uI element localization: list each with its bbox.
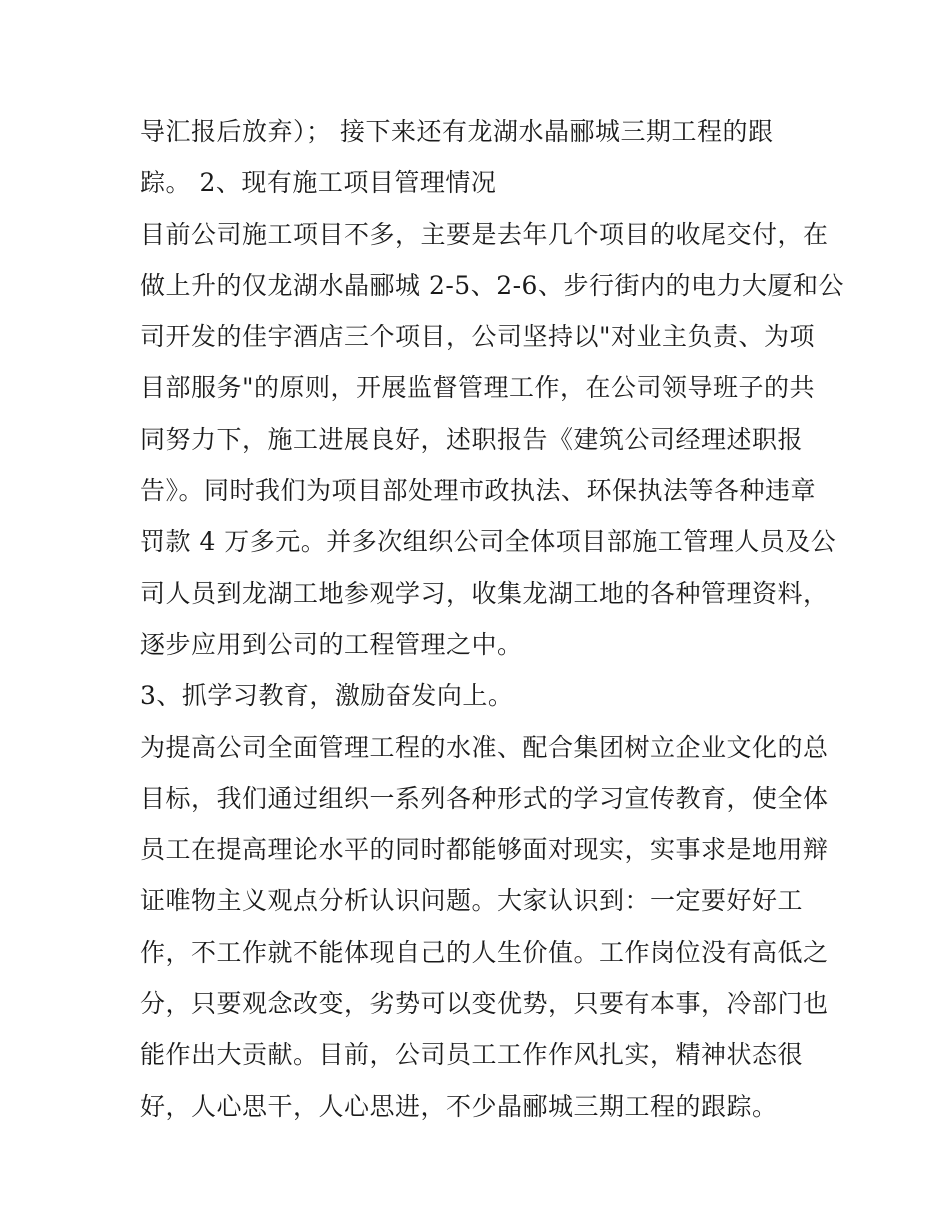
text-line: 导汇报后放弃）； 接下来还有龙湖水晶郦城三期工程的跟: [140, 117, 774, 146]
text-line: 目部服务"的原则，开展监督管理工作，在公司领导班子的共: [140, 373, 816, 403]
text-line: 证唯物主义观点分析认识问题。大家认识到：一定要好好工: [140, 886, 804, 916]
text-line: 司开发的佳宇酒店三个项目，公司坚持以"对业主负责、为项: [140, 322, 816, 352]
text-line: 为提高公司全面管理工程的水准、配合集团树立企业文化的总: [140, 732, 829, 762]
text-line: 3、抓学习教育，激励奋发向上。: [140, 681, 514, 711]
text-line: 员工在提高理论水平的同时都能够面对现实，实事求是地用辩: [140, 835, 829, 865]
text-line: 好，人心思干，人心思进，不少晶郦城三期工程的跟踪。: [140, 1091, 778, 1121]
text-line: 告》。同时我们为项目部处理市政执法、环保执法等各种违章: [140, 476, 817, 506]
text-line: 目前公司施工项目不多，主要是去年几个项目的收尾交付，在: [140, 219, 829, 249]
text-line: 做上升的仅龙湖水晶郦城 2-5、2-6、步行街内的电力大厦和公: [140, 270, 844, 300]
text-line: 司人员到龙湖工地参观学习，收集龙湖工地的各种管理资料，: [140, 578, 829, 608]
document-body: [140, 106, 844, 1132]
text-line: 踪。 2、现有施工项目管理情况: [140, 168, 497, 198]
text-line: 同努力下，施工进展良好，述职报告《建筑公司经理述职报: [140, 424, 804, 454]
text-line: 逐步应用到公司的工程管理之中。: [140, 629, 523, 659]
text-line: 分，只要观念改变，劣势可以变优势，只要有本事，冷部门也: [140, 989, 829, 1019]
text-line: 目标，我们通过组织一系列各种形式的学习宣传教育，使全体: [140, 783, 829, 813]
text-line: 作，不工作就不能体现自己的人生价值。工作岗位没有高低之: [140, 937, 829, 967]
text-line: 能作出大贡献。目前，公司员工工作作风扎实，精神状态很: [140, 1040, 804, 1070]
text-line: 罚款 4 万多元。并多次组织公司全体项目部施工管理人员及公: [140, 527, 837, 557]
